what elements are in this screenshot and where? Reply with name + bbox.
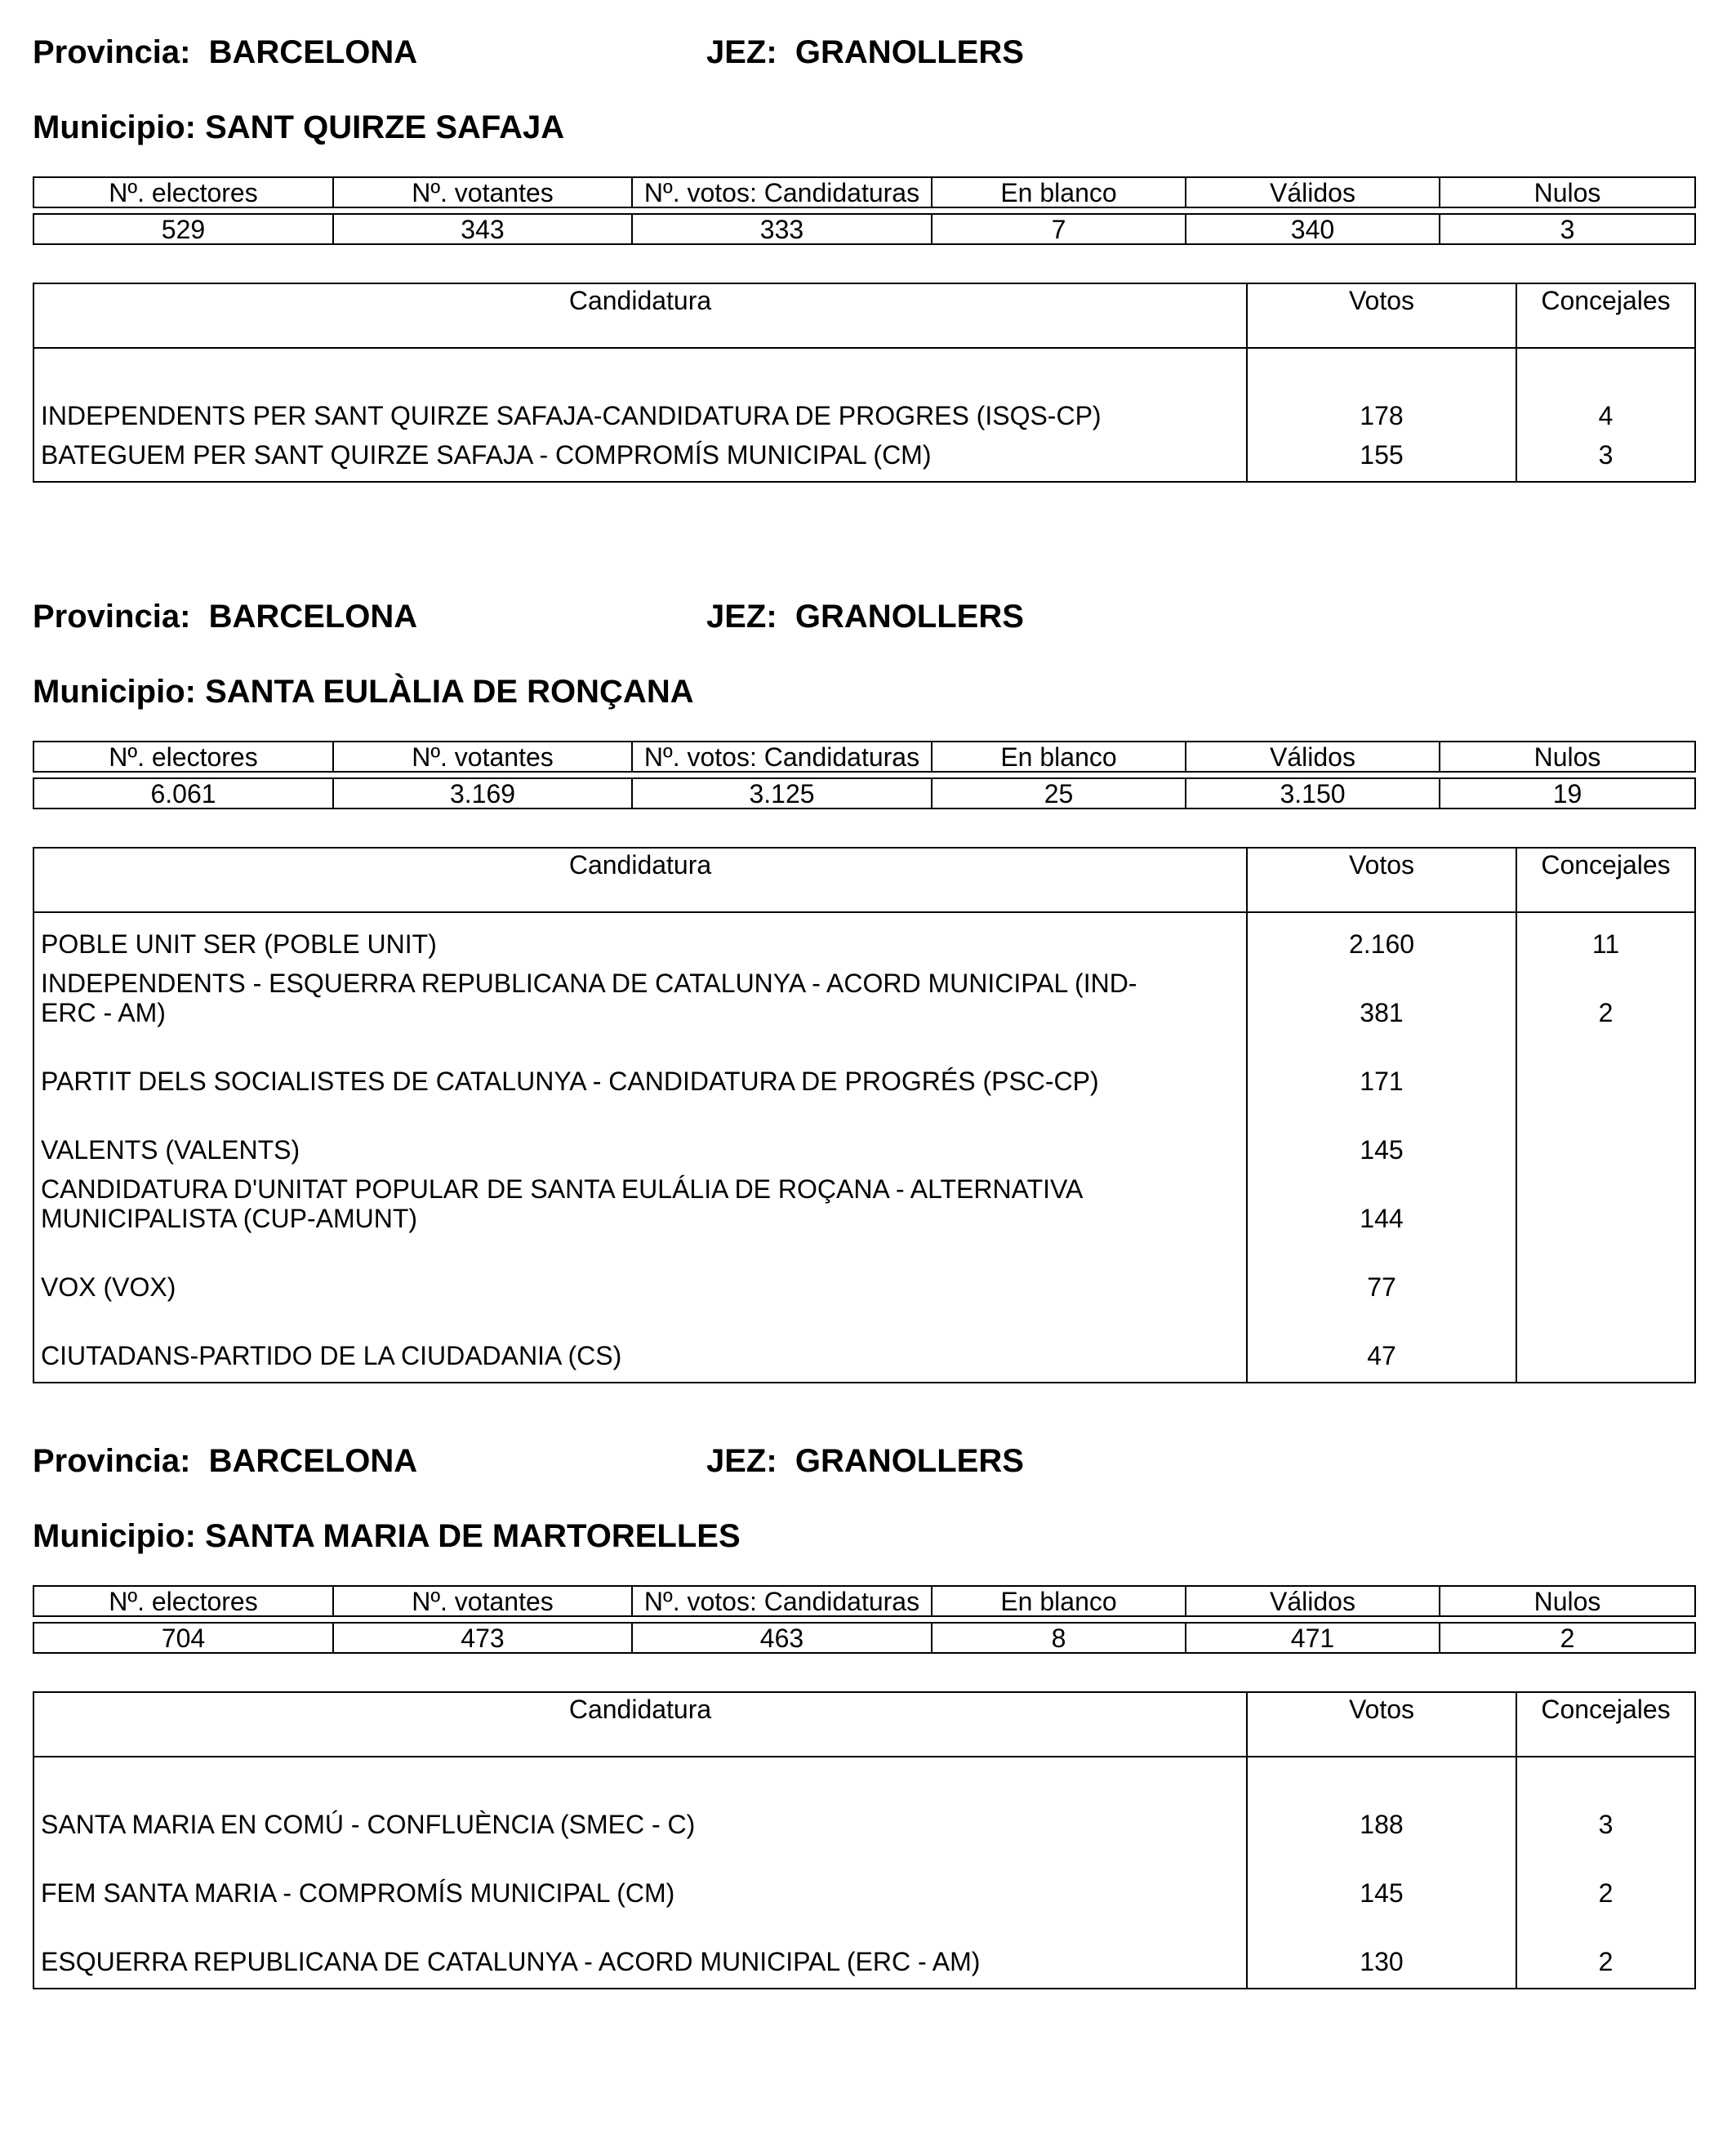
header-candidatura: Candidatura: [33, 1692, 1247, 1757]
summary-header-row: [33, 1586, 1695, 1616]
candidatura-concejales: 2: [1516, 1918, 1695, 1989]
value-en-blanco: 8: [932, 1623, 1186, 1653]
value-votos-candidaturas: 463: [632, 1623, 932, 1653]
table-row: [33, 1312, 1695, 1383]
results-header-row: [33, 283, 1695, 348]
candidatura-concejales: 3: [1516, 1757, 1695, 1849]
header-votos: Votos: [1247, 1692, 1516, 1757]
table-row: [33, 969, 1695, 1037]
header-concejales: Concejales: [1516, 283, 1695, 348]
results-table: [33, 283, 1696, 483]
value-votantes: 343: [333, 214, 632, 244]
header-votos-candidaturas: Nº. votos: Candidaturas: [632, 1586, 932, 1616]
value-validos: 471: [1186, 1623, 1440, 1653]
candidatura-votos: 188: [1247, 1757, 1516, 1849]
value-nulos: 19: [1440, 778, 1695, 808]
provincia-heading: Provincia: BARCELONA: [33, 599, 418, 635]
candidatura-concejales: [1516, 1037, 1695, 1106]
table-row: [33, 1174, 1695, 1243]
provincia-heading: Provincia: BARCELONA: [33, 34, 418, 70]
candidatura-name: VALENTS (VALENTS): [33, 1106, 1247, 1174]
candidatura-votos: 144: [1247, 1174, 1516, 1243]
header-concejales: Concejales: [1516, 1692, 1695, 1757]
candidatura-name: INDEPENDENTS PER SANT QUIRZE SAFAJA-CANDIDATURA DE PROGRES (ISQS-CP): [33, 348, 1247, 440]
table-row: [33, 348, 1695, 440]
header-nulos: Nulos: [1440, 177, 1695, 207]
value-nulos: 2: [1440, 1623, 1695, 1653]
header-validos: Válidos: [1186, 177, 1440, 207]
header-votos: Votos: [1247, 283, 1516, 348]
value-electores: 6.061: [33, 778, 333, 808]
results-header-row: [33, 1692, 1695, 1757]
header-validos: Válidos: [1186, 742, 1440, 772]
jez-heading: JEZ: GRANOLLERS: [706, 1443, 1024, 1479]
candidatura-name: CIUTADANS-PARTIDO DE LA CIUDADANIA (CS): [33, 1312, 1247, 1383]
candidatura-votos: 77: [1247, 1243, 1516, 1312]
candidatura-name: ESQUERRA REPUBLICANA DE CATALUNYA - ACORD MUNICIPAL (ERC - AM): [33, 1918, 1247, 1989]
table-row: [33, 440, 1695, 482]
candidatura-name: FEM SANTA MARIA - COMPROMÍS MUNICIPAL (CM): [33, 1849, 1247, 1918]
candidatura-name: VOX (VOX): [33, 1243, 1247, 1312]
candidatura-concejales: 4: [1516, 348, 1695, 440]
results-header-row: [33, 848, 1695, 912]
value-en-blanco: 25: [932, 778, 1186, 808]
municipio-heading: Municipio: SANTA EULÀLIA DE RONÇANA: [33, 674, 694, 710]
candidatura-concejales: 2: [1516, 969, 1695, 1037]
candidatura-votos: 47: [1247, 1312, 1516, 1383]
candidatura-name: CANDIDATURA D'UNITAT POPULAR DE SANTA EULÁLIA DE ROÇANA - ALTERNATIVA MUNICIPALISTA (CUP-AMUNT): [33, 1174, 1247, 1243]
candidatura-votos: 171: [1247, 1037, 1516, 1106]
header-votantes: Nº. votantes: [333, 1586, 632, 1616]
value-votos-candidaturas: 333: [632, 214, 932, 244]
header-electores: Nº. electores: [33, 177, 333, 207]
value-electores: 529: [33, 214, 333, 244]
candidatura-votos: 145: [1247, 1106, 1516, 1174]
candidatura-name: INDEPENDENTS - ESQUERRA REPUBLICANA DE CATALUNYA - ACORD MUNICIPAL (IND-ERC - AM): [33, 969, 1247, 1037]
summary-header-row: [33, 742, 1695, 772]
jez-heading: JEZ: GRANOLLERS: [706, 34, 1024, 70]
table-row: [33, 1757, 1695, 1849]
results-table: [33, 847, 1696, 1383]
jez-heading: JEZ: GRANOLLERS: [706, 599, 1024, 635]
value-electores: 704: [33, 1623, 333, 1653]
candidatura-concejales: 3: [1516, 440, 1695, 482]
summary-header-row: [33, 177, 1695, 207]
provincia-heading: Provincia: BARCELONA: [33, 1443, 418, 1479]
header-votos: Votos: [1247, 848, 1516, 912]
table-row: [33, 1243, 1695, 1312]
header-electores: Nº. electores: [33, 742, 333, 772]
header-en-blanco: En blanco: [932, 177, 1186, 207]
municipio-heading: Municipio: SANTA MARIA DE MARTORELLES: [33, 1518, 741, 1554]
header-concejales: Concejales: [1516, 848, 1695, 912]
candidatura-concejales: 2: [1516, 1849, 1695, 1918]
table-row: [33, 1849, 1695, 1918]
value-validos: 340: [1186, 214, 1440, 244]
value-validos: 3.150: [1186, 778, 1440, 808]
summary-table: [33, 741, 1696, 809]
header-votantes: Nº. votantes: [333, 742, 632, 772]
value-votantes: 3.169: [333, 778, 632, 808]
header-validos: Válidos: [1186, 1586, 1440, 1616]
summary-value-row: [33, 1623, 1695, 1653]
table-row: [33, 1037, 1695, 1106]
candidatura-concejales: [1516, 1174, 1695, 1243]
value-nulos: 3: [1440, 214, 1695, 244]
value-votantes: 473: [333, 1623, 632, 1653]
candidatura-name: PARTIT DELS SOCIALISTES DE CATALUNYA - CANDIDATURA DE PROGRÉS (PSC-CP): [33, 1037, 1247, 1106]
header-nulos: Nulos: [1440, 742, 1695, 772]
summary-value-row: [33, 778, 1695, 808]
value-votos-candidaturas: 3.125: [632, 778, 932, 808]
candidatura-concejales: [1516, 1106, 1695, 1174]
candidatura-name: POBLE UNIT SER (POBLE UNIT): [33, 912, 1247, 969]
results-table: [33, 1691, 1696, 1989]
header-votos-candidaturas: Nº. votos: Candidaturas: [632, 742, 932, 772]
header-electores: Nº. electores: [33, 1586, 333, 1616]
candidatura-name: BATEGUEM PER SANT QUIRZE SAFAJA - COMPROMÍS MUNICIPAL (CM): [33, 440, 1247, 482]
candidatura-concejales: [1516, 1312, 1695, 1383]
header-votantes: Nº. votantes: [333, 177, 632, 207]
candidatura-votos: 381: [1247, 969, 1516, 1037]
table-row: [33, 1918, 1695, 1989]
candidatura-votos: 130: [1247, 1918, 1516, 1989]
header-nulos: Nulos: [1440, 1586, 1695, 1616]
header-en-blanco: En blanco: [932, 1586, 1186, 1616]
summary-table: [33, 1585, 1696, 1654]
table-row: [33, 1106, 1695, 1174]
candidatura-votos: 145: [1247, 1849, 1516, 1918]
summary-value-row: [33, 214, 1695, 244]
header-candidatura: Candidatura: [33, 283, 1247, 348]
candidatura-name: SANTA MARIA EN COMÚ - CONFLUÈNCIA (SMEC - C): [33, 1757, 1247, 1849]
header-votos-candidaturas: Nº. votos: Candidaturas: [632, 177, 932, 207]
candidatura-votos: 2.160: [1247, 912, 1516, 969]
value-en-blanco: 7: [932, 214, 1186, 244]
summary-table: [33, 176, 1696, 245]
header-en-blanco: En blanco: [932, 742, 1186, 772]
municipio-heading: Municipio: SANT QUIRZE SAFAJA: [33, 109, 565, 145]
candidatura-votos: 155: [1247, 440, 1516, 482]
candidatura-concejales: [1516, 1243, 1695, 1312]
candidatura-concejales: 11: [1516, 912, 1695, 969]
header-candidatura: Candidatura: [33, 848, 1247, 912]
table-row: [33, 912, 1695, 969]
candidatura-votos: 178: [1247, 348, 1516, 440]
